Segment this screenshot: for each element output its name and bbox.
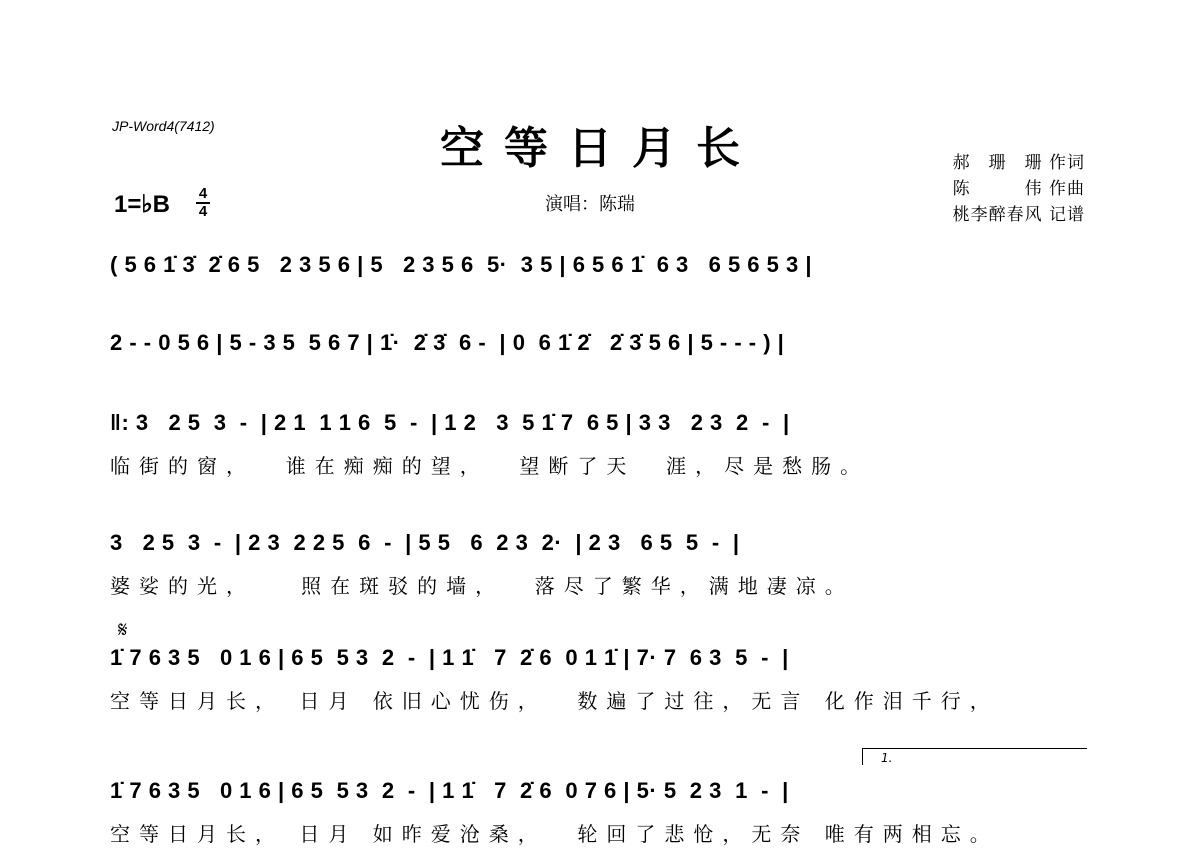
song-title: 空等日月长 — [440, 123, 760, 174]
notes-line-4: 3 2 5 3 - | 2 3 2 2 5 6 - | 5 5 6 2 3 2· | 2 3 6 5 5 - | — [110, 530, 740, 555]
volta-label: 1. — [881, 751, 893, 765]
software-label: JP-Word4(7412) — [112, 118, 215, 134]
score-line-5 — [110, 645, 1090, 714]
singer-label: 演唱：陈瑞 — [545, 194, 635, 215]
credits — [953, 150, 1085, 228]
lyrics-line-4: 婆娑的光， 照在斑驳的墙， 落尽了繁华，满地凄凉。 — [110, 574, 854, 598]
score-line-1 — [110, 252, 1090, 278]
notes-line-3: ‖: 3 2 5 3 - | 2 1 1 1 6 5 - | 1 2 3 5 1̇ 7 6 5 | 3 3 2 3 2 - | — [110, 410, 790, 435]
notes-line-5: 1̇ 7 6 3 5 0 1 6 | 6 5 5 3 2 - | 1 1̇ 7 2̇ 6 0 1 1̇ | 7· 7 6 3 5 - | — [110, 645, 789, 670]
composer-credit: 陈 伟 作曲 — [952, 179, 1085, 199]
score-line-2 — [110, 330, 1090, 356]
notes-line-2: 2 - - 0 5 6 | 5 - 3 5 5 6 7 | 1̇· 2̇ 3̇ 6 - | 0 6 1̇ 2̇ 2̇ 3̇ 5 6 | 5 - - - ) | — [110, 330, 785, 355]
lyrics-line-6: 空等日月长， 日月 如昨爱沧桑， 轮回了悲怆，无奈 唯有两相忘。 — [110, 822, 999, 846]
lyricist-credit: 郝 珊 珊 作词 — [952, 153, 1085, 173]
lyrics-line-5: 空等日月长， 日月 依旧心忧伤， 数遍了过往，无言 化作泪千行， — [110, 689, 999, 713]
time-sig-top: 4 — [198, 185, 208, 202]
notes-line-1: ( 5 6 1̇ 3̇ 2̇ 6 5 2 3 5 6 | 5 2 3 5 6 5· 3 5 | 6 5 6 1̇ 6 3 6 5 6 5 3 | — [110, 252, 813, 277]
score-line-3 — [110, 410, 1090, 479]
time-sig-bottom: 4 — [198, 203, 208, 220]
time-signature — [196, 186, 210, 220]
score-line-4 — [110, 530, 1090, 599]
segno-sign: 𝄋 — [118, 618, 128, 643]
notes-line-6: 1̇ 7 6 3 5 0 1 6 | 6 5 5 3 2 - | 1 1̇ 7 2̇ 6 0 7 6 | 5· 5 2 3 1 - | — [110, 778, 789, 803]
score-line-6 — [110, 778, 1090, 847]
transcriber-credit: 桃李醉春风 记谱 — [952, 205, 1085, 225]
lyrics-line-3: 临街的窗， 谁在痴痴的望， 望断了天 涯，尽是愁肠。 — [110, 454, 870, 478]
volta-bracket — [862, 748, 1087, 765]
key-signature: 1=♭B — [114, 191, 171, 218]
